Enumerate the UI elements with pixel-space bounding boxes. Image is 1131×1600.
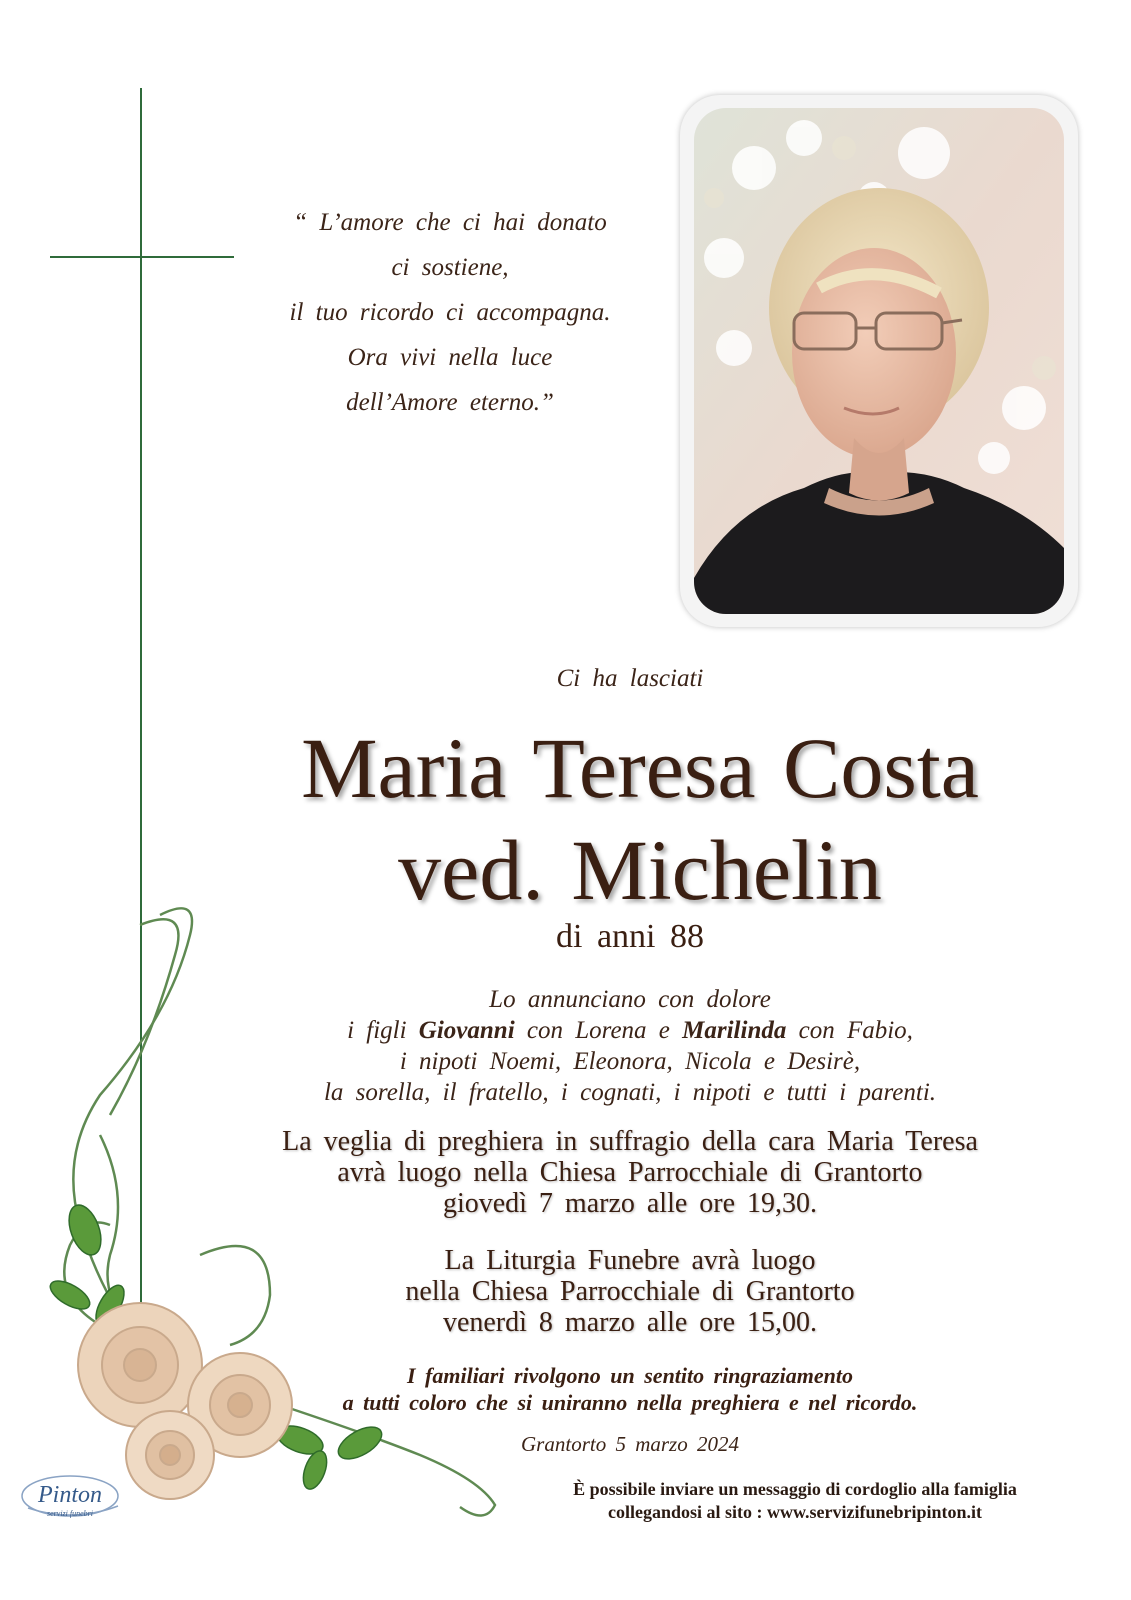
announcement-text: con Fabio, bbox=[786, 1017, 913, 1044]
thanks-line: a tutti coloro che si uniranno nella preghiera e nel ricordo. bbox=[342, 1390, 918, 1415]
vigil-line: avrà luogo nella Chiesa Parrocchiale di Grantorto bbox=[337, 1157, 923, 1188]
logo-tagline: servizi funebri bbox=[47, 1509, 93, 1518]
quote-line: Ora vivi nella luce bbox=[347, 344, 553, 371]
child-name: Giovanni bbox=[418, 1017, 515, 1044]
child-name: Marilinda bbox=[682, 1017, 787, 1044]
vigil-line: giovedì 7 marzo alle ore 19,30. bbox=[442, 1188, 818, 1219]
intro-text: Ci ha lasciati bbox=[556, 665, 704, 692]
announcement-line: Lo annunciano con dolore bbox=[489, 986, 771, 1013]
funeral-line: venerdì 8 marzo alle ore 15,00. bbox=[442, 1307, 818, 1338]
condolence-line: collegandosi al sito : www.servizifunebripinton.it bbox=[607, 1502, 982, 1522]
place-date: Grantorto 5 marzo 2024 bbox=[521, 1432, 739, 1456]
announcement-text: i figli bbox=[347, 1017, 419, 1044]
announcement-line: la sorella, il fratello, i cognati, i nipoti e tutti i parenti. bbox=[323, 1079, 937, 1106]
logo-name: Pinton bbox=[38, 1482, 102, 1508]
announcement-text: con Lorena e bbox=[514, 1017, 683, 1044]
age-text: di anni 88 bbox=[556, 918, 704, 955]
quote-line: dell’Amore eterno.” bbox=[346, 389, 554, 416]
quote-line: ci sostiene, bbox=[391, 254, 509, 281]
deceased-name: Maria Teresa Costa bbox=[301, 720, 979, 816]
memorial-quote bbox=[250, 200, 650, 425]
pinton-logo bbox=[18, 1468, 128, 1528]
quote-line: il tuo ricordo ci accompagna. bbox=[289, 299, 611, 326]
rose-decoration bbox=[40, 895, 580, 1535]
quote-line: “ L’amore che ci hai donato bbox=[293, 209, 607, 236]
funeral-line: La Liturgia Funebre avrà luogo bbox=[444, 1245, 816, 1276]
cross-horizontal-bar bbox=[50, 256, 234, 258]
vigil-line: La veglia di preghiera in suffragio della cara Maria Teresa bbox=[282, 1126, 978, 1157]
thanks-line: I familiari rivolgono un sentito ringraziamento bbox=[406, 1363, 854, 1388]
condolence-line: È possibile inviare un messaggio di cordoglio alla famiglia bbox=[573, 1479, 1017, 1499]
portrait-photo bbox=[694, 108, 1064, 614]
funeral-line: nella Chiesa Parrocchiale di Grantorto bbox=[405, 1276, 855, 1307]
deceased-married-name: ved. Michelin bbox=[398, 822, 882, 918]
announcement-line: i nipoti Noemi, Eleonora, Nicola e Desirè, bbox=[399, 1048, 861, 1075]
